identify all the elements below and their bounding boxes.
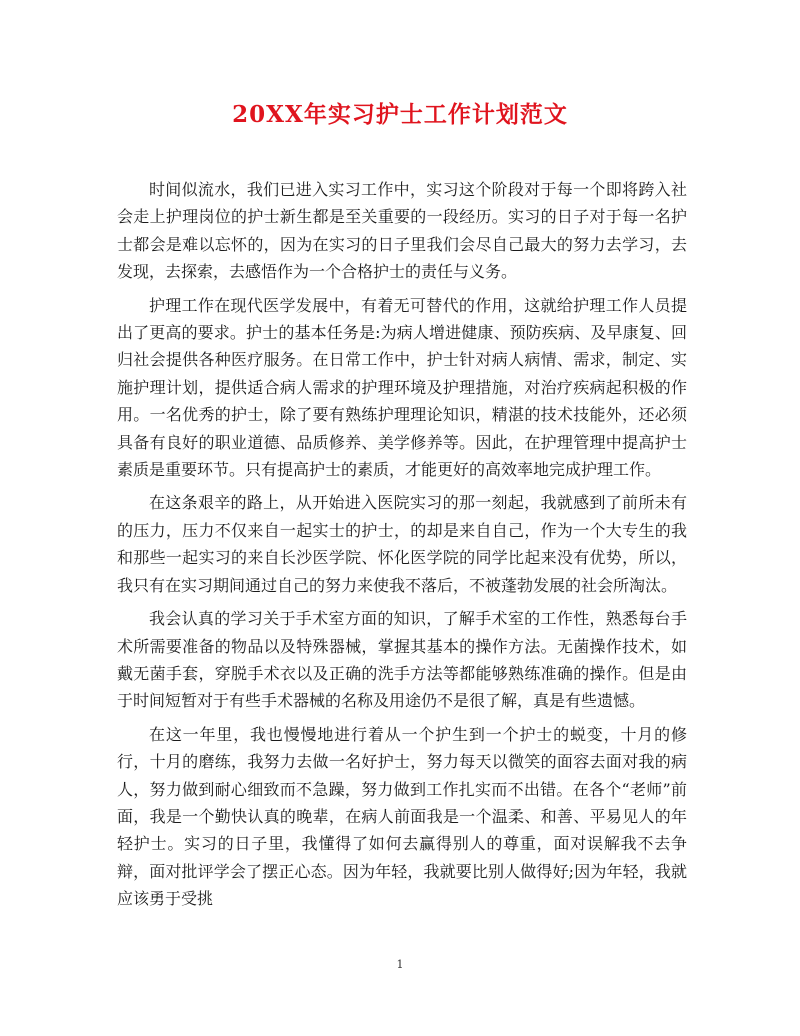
paragraph: 护理工作在现代医学发展中，有着无可替代的作用，这就给护理工作人员提出了更高的要求。护士的基本任务是:为病人增进健康、预防疾病、及早康复、回归社会提供各种医疗服务。在日常工作中，护士针对病人病情、需求，制定、实施护理计划，提供适合病人需求的护理环境及护理措施，对治疗疾病起积极的作用。一名优秀的护士，除了要有熟练护理理论知识，精湛的技术技能外，还必须具备有良好的职业道德、品质修养、美学修养等。因此，在护理管理中提高护士素质是重要环节。只有提高护士的素质，才能更好的高效率地完成护理工作。: [117, 295, 687, 480]
paragraph: 在这一年里，我也慢慢地进行着从一个护生到一个护士的蜕变，十月的修行，十月的磨练，我努力去做一名好护士，努力每天以微笑的面容去面对我的病人，努力做到耐心细致而不急躁，努力做到工作扎实而不出错。在各个“老师”前面，我是一个勤快认真的晚辈，在病人前面我是一个温柔、和善、平易见人的年轻护士。实习的日子里，我懂得了如何去赢得别人的尊重，面对误解我不去争辩，面对批评学会了摆正心态。因为年轻，我就要比别人做得好;因为年轻，我就应该勇于受挑: [117, 724, 687, 909]
document-title: 20XX年实习护士工作计划范文: [232, 101, 568, 128]
page-number: 1: [396, 958, 404, 971]
document-body: [117, 176, 687, 919]
paragraph: 在这条艰辛的路上，从开始进入医院实习的那一刻起，我就感到了前所未有的压力，压力不仅来自一起实士的护士，的却是来自自己，作为一个大专生的我和那些一起实习的来自长沙医学院、怀化医学院的同学比起来没有优势，所以，我只有在实习期间通过自己的努力来使我不落后，不被蓬勃发展的社会所淘汰。: [117, 493, 687, 595]
paragraph: 时间似流水，我们已进入实习工作中，实习这个阶段对于每一个即将跨入社会走上护理岗位的护士新生都是至关重要的一段经历。实习的日子对于每一名护士都会是难以忘怀的，因为在实习的日子里我们会尽自己最大的努力去学习，去发现，去探索，去感悟作为一个合格护士的责任与义务。: [117, 180, 687, 282]
paragraph: 我会认真的学习关于手术室方面的知识，了解手术室的工作性，熟悉每台手术所需要准备的物品以及特殊器械，掌握其基本的操作方法。无菌操作技术，如戴无菌手套，穿脱手术衣以及正确的洗手方法等都能够熟练准确的操作。但是由于时间短暂对于有些手术器械的名称及用途仍不是很了解，真是有些遗憾。: [117, 609, 687, 711]
